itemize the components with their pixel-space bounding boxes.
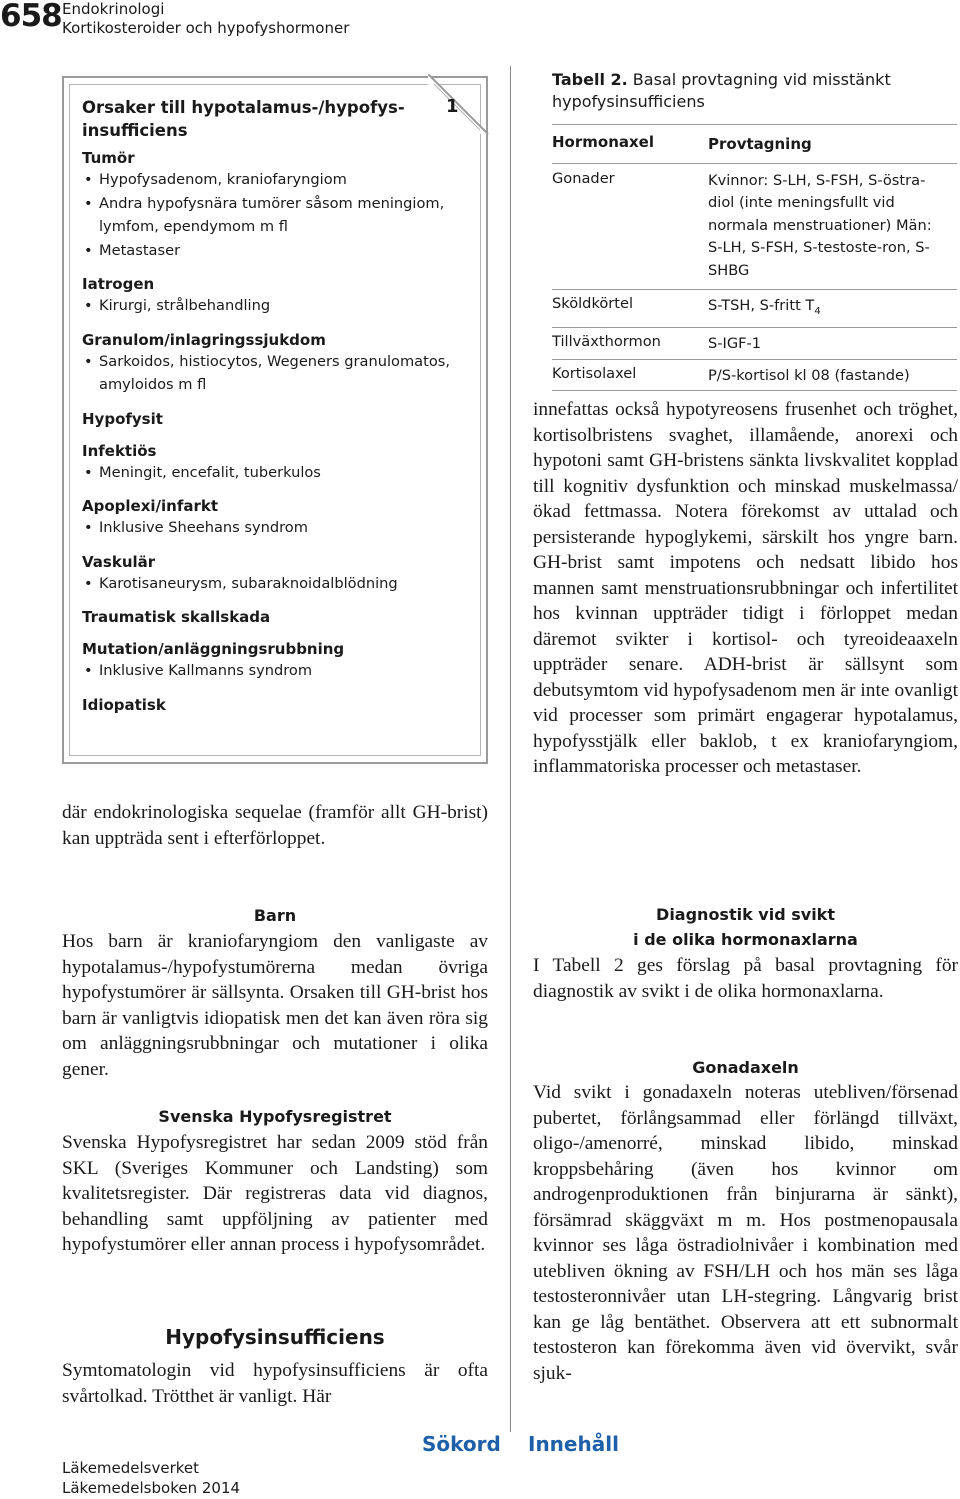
diagnostics-heading-line-1: Diagnostik vid svikt — [656, 905, 835, 924]
fact-box-content — [82, 96, 474, 715]
list-item: • Sarkoidos, histiocytos, Wegeners granulomatos, amyloidos m fl — [82, 350, 474, 397]
list-item: • Hypofysadenom, kraniofaryngiom — [82, 168, 474, 192]
footer-publisher: Läkemedelsverket — [62, 1459, 200, 1477]
gonadaxeln-heading: Gonadaxeln — [692, 1058, 799, 1077]
table-cell: Kvinnor: S-LH, S-FSH, S-östra-diol (inte meningsfullt vid normala menstruationer) Män: S-LH, S-FSH, S-testoste-ron, S-SHBG — [708, 171, 932, 279]
box-list-mutation — [82, 659, 474, 683]
list-item: • Meningit, encefalit, tuberkulos — [82, 461, 474, 485]
table-cell: S-IGF-1 — [708, 335, 762, 353]
barn-heading: Barn — [253, 906, 297, 925]
list-item: • Inklusive Kallmanns syndrom — [82, 659, 474, 683]
sampling-table — [552, 124, 957, 391]
table-cell: Kortisolaxel — [552, 364, 637, 382]
section-title: Kortikosteroider och hypofyshormoner — [62, 19, 350, 37]
table-label: Tabell 2. — [552, 70, 628, 89]
registry-paragraph: Svenska Hypofysregistret har sedan 2009 stöd från SKL (Sveriges Kommuner och Landsting) som kvalitetsregister. Där registreras data vid diagnos, behandling samt uppföljning av patienter med hypofystumörer eller annan process i hypofysområdet. — [62, 1132, 488, 1255]
table-row — [552, 164, 957, 290]
column-header: Hormonaxel — [552, 133, 654, 151]
box-heading-trauma: Traumatisk skallskada — [82, 608, 271, 626]
box-list-tumor — [82, 168, 474, 262]
chapter-title: Endokrinologi — [62, 0, 165, 18]
box-heading-mutation: Mutation/anläggningsrubbning — [82, 640, 345, 658]
diagnostics-paragraph: I Tabell 2 ges förslag på basal provtagning för diagnostik av svikt i de olika hormonaxlarna. — [533, 955, 958, 1002]
column-header: Provtagning — [708, 135, 812, 153]
gonadaxeln-paragraph: Vid svikt i gonadaxeln noteras utebliven/försenad pubertet, förlångsammad eller förlängd tillväxt, oligo-/amenorré, minskad libido, minskad kroppsbehåring (även hos kvinnor om androgenproduktionen från binjurarna är sänkt), försämrad skäggväxt m m. Hos postmenopausala kvinnor ses låga östradiolnivåer i kombination med utebliven ökning av FSH/LH och hos män ses låga testosteronnivåer utan LH-stegring. Långvarig brist kan ge låg bentäthet. Observera att ett subnormalt testosteron kan förekomma även vid övervikt, svår sjuk- — [533, 1082, 958, 1384]
insufficiency-paragraph: Symtomatologin vid hypofysinsufficiens är ofta svårtolkad. Trötthet är vanligt. Här — [62, 1360, 488, 1407]
left-paragraph-1: där endokrinologiska sequelae (framför allt GH-brist) kan uppträda sent i efterförloppet. — [62, 802, 488, 849]
box-list-apoplexi — [82, 516, 474, 540]
table-header-row — [552, 125, 957, 163]
barn-paragraph: Hos barn är kraniofaryngiom den vanligaste av hypotalamus-/hypofystumörerna medan övriga hypofystumörer är sällsynta. Orsaken till GH-brist hos barn är vanligtvis idiopatisk men det kan även röra sig om anläggningsrubbningar och mutationer i olika gener. — [62, 931, 488, 1080]
box-marker: 1 — [446, 96, 459, 117]
box-heading-hypofysit: Hypofysit — [82, 409, 163, 428]
table-row — [552, 290, 957, 327]
box-list-granulom — [82, 350, 474, 397]
insufficiency-heading: Hypofysinsufficiens — [165, 1325, 385, 1349]
list-item: • Kirurgi, strålbehandling — [82, 294, 474, 318]
box-heading-idiopatisk: Idiopatisk — [82, 695, 166, 714]
box-heading-iatrogen: Iatrogen — [82, 275, 155, 293]
table-cell: Gonader — [552, 169, 615, 187]
box-list-infektios — [82, 461, 474, 485]
box-title: Orsaker till hypotalamus-/hypofys-insufficiens — [82, 98, 405, 140]
table-title — [552, 69, 952, 113]
table-cell: P/S-kortisol kl 08 (fastande) — [708, 366, 910, 384]
diagnostics-heading-line-2: i de olika hormonaxlarna — [633, 930, 858, 949]
footer-book: Läkemedelsboken 2014 — [62, 1479, 241, 1497]
list-item: • Karotisaneurysm, subaraknoidalblödning — [82, 572, 474, 596]
registry-heading: Svenska Hypofysregistret — [158, 1107, 392, 1126]
box-heading-apoplexi: Apoplexi/infarkt — [82, 497, 219, 515]
page-number: 658 — [0, 0, 62, 34]
box-list-iatrogen — [82, 294, 474, 318]
list-item: • Metastaser — [82, 239, 474, 263]
table-row — [552, 328, 957, 359]
search-index-link[interactable]: Sökord — [422, 1432, 501, 1456]
box-heading-vaskular: Vaskulär — [82, 552, 156, 571]
table-cell: Tillväxthormon — [552, 333, 661, 351]
table-cell: Sköldkörtel — [552, 295, 634, 312]
cell-subscript: 4 — [814, 305, 821, 317]
table-caption: Basal provtagning vid misstänkt hypofysinsufficiens — [552, 70, 891, 111]
box-heading-infektios: Infektiös — [82, 441, 157, 460]
cell-text: S-TSH, S-fritt T — [708, 297, 815, 314]
list-item: • Inklusive Sheehans syndrom — [82, 516, 474, 540]
table-cell — [708, 295, 957, 323]
table-row — [552, 360, 957, 391]
box-heading-tumor: Tumör — [82, 149, 135, 167]
list-item: • Andra hypofysnära tumörer såsom meningiom, lymfom, ependymom m fl — [82, 192, 474, 239]
box-list-vaskular — [82, 572, 474, 596]
table-rule — [552, 390, 957, 391]
column-divider — [510, 66, 511, 1432]
box-heading-granulom: Granulom/inlagringssjukdom — [82, 330, 326, 349]
right-paragraph-1: innefattas också hypotyreosens frusenhet och tröghet, kortisolbristens svaghet, illamående, anorexi och hypotoni samt GH-bristens sänkta livskvalitet kopplad till kognitiv dysfunktion och minskad muskelmassa/ökad fettmassa. Notera förekomst av uttalad och persisterande hypoglykemi, särskilt hos yngre barn. GH-brist samt impotens och nedsatt libido hos mannen samt menstruationsrubbningar och infertilitet hos kvinnan uppträder tidigt i förloppet medan däremot svikter i kortisol- och tyreoideaaxeln uppträder senare. ADH-brist är sällsynt som debutsymtom vid hypofysadenom men är inte ovanligt vid processer som primärt engagerar hypotalamus, hypofysstjälk eller baklob, t ex kraniofaryngiom, inflammatoriska processer och metastaser. — [533, 399, 958, 777]
contents-link[interactable]: Innehåll — [528, 1432, 619, 1456]
